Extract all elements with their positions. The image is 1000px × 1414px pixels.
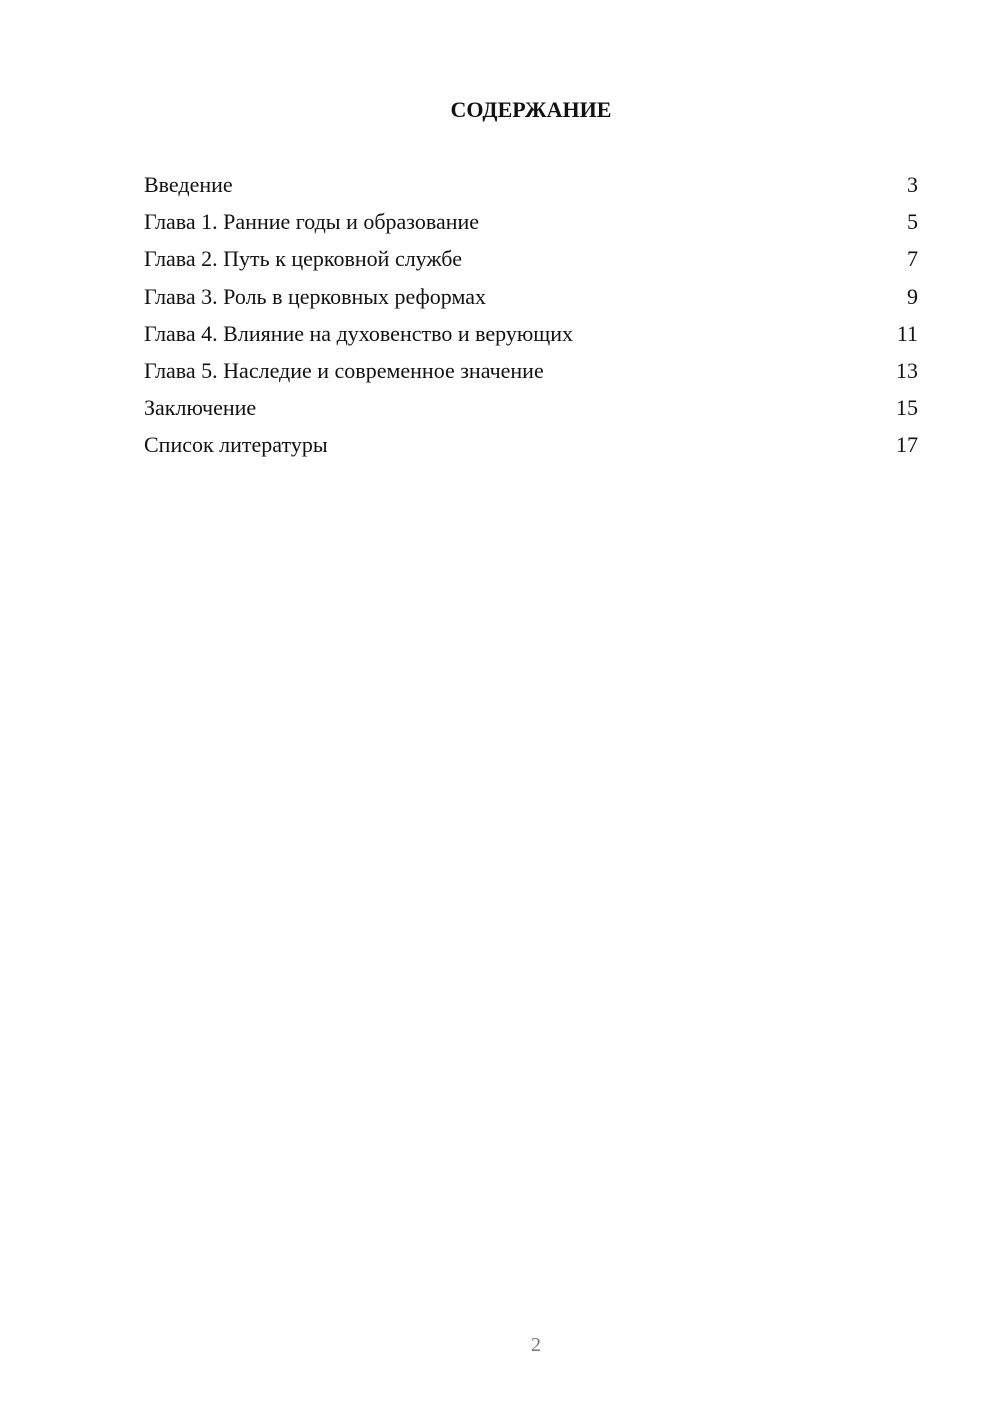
toc-entry-page: 5 bbox=[907, 209, 918, 235]
toc-entry-page: 13 bbox=[896, 357, 918, 383]
toc-entry-label: Глава 2. Путь к церковной службе bbox=[144, 246, 462, 272]
toc-entry-page: 3 bbox=[907, 172, 918, 197]
toc-entry-label: Заключение bbox=[144, 395, 257, 421]
toc-entry-label: Глава 4. Влияние на духовенство и верующих bbox=[144, 320, 573, 346]
toc-entry bbox=[144, 282, 918, 319]
toc-entry bbox=[144, 319, 918, 356]
toc-entry-label: Список литературы bbox=[144, 432, 328, 458]
toc-entry-label: Глава 1. Ранние годы и образование bbox=[144, 209, 480, 235]
toc-entry bbox=[144, 430, 918, 467]
toc-entry bbox=[144, 207, 918, 244]
toc-entry bbox=[144, 393, 918, 430]
toc-entry-page: 9 bbox=[907, 283, 918, 309]
toc-entry-label: Глава 5. Наследие и современное значение bbox=[144, 357, 544, 383]
toc-entry bbox=[144, 170, 918, 207]
toc-title: СОДЕРЖАНИЕ bbox=[450, 97, 612, 122]
toc-entry bbox=[144, 356, 918, 393]
toc-entry-page: 15 bbox=[896, 395, 918, 421]
toc-entry-label: Введение bbox=[144, 172, 233, 197]
toc-entry-label: Глава 3. Роль в церковных реформах bbox=[144, 283, 487, 309]
page-number: 2 bbox=[531, 1334, 541, 1356]
toc-entry-page: 11 bbox=[896, 320, 918, 346]
toc-entry bbox=[144, 244, 918, 281]
toc-entry-page: 17 bbox=[896, 432, 918, 458]
toc-entry-page: 7 bbox=[907, 246, 918, 272]
toc-list bbox=[144, 170, 918, 468]
